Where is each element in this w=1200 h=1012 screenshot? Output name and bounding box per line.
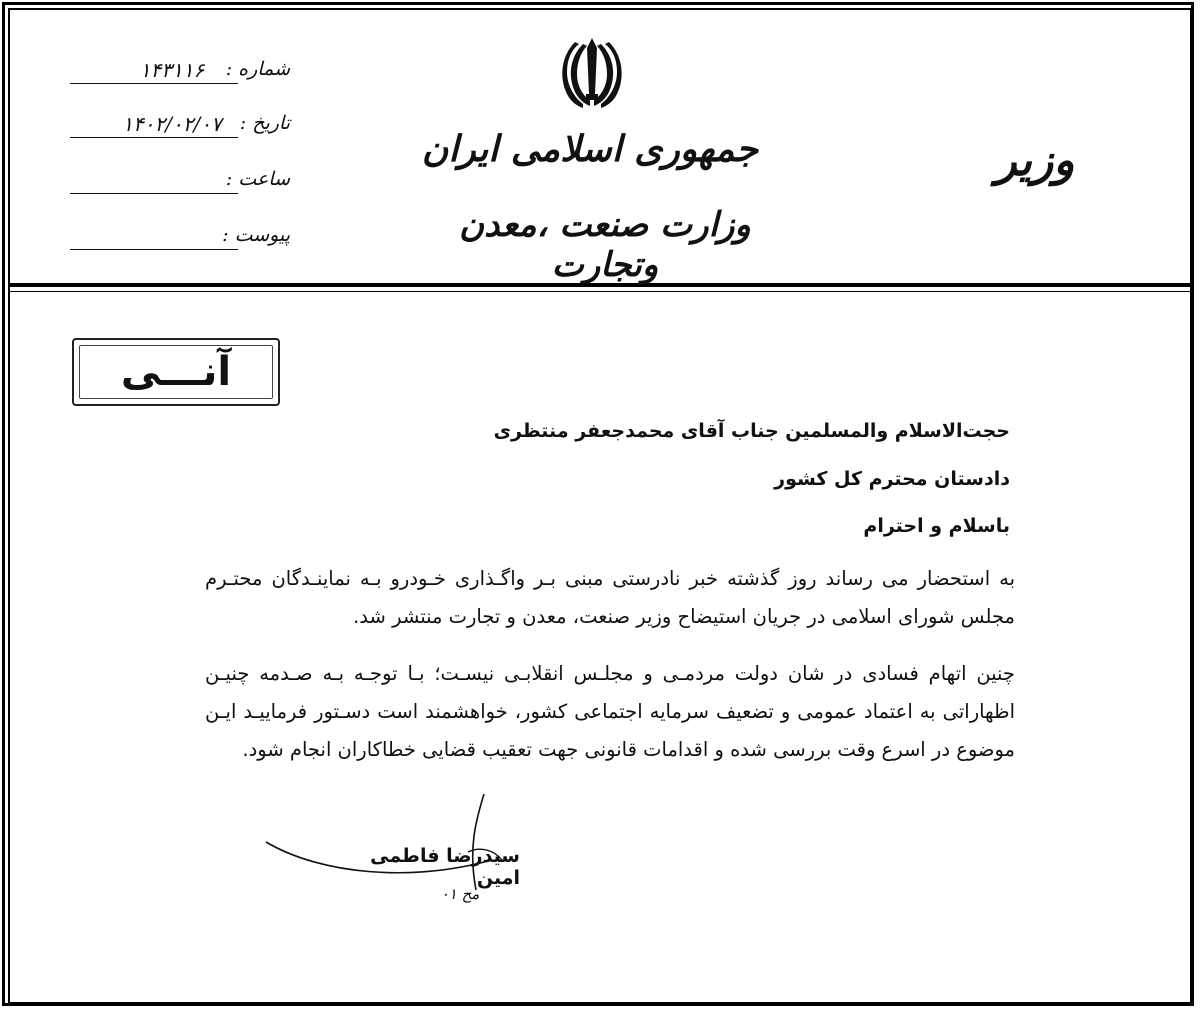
signatory-name: سیدرضا فاطمی امین xyxy=(370,845,520,889)
number-value: ۱۴۳۱۱۶ xyxy=(139,58,205,82)
iran-emblem-icon xyxy=(553,34,631,112)
greeting: باسلام و احترام xyxy=(863,515,1010,537)
ministry-title: وزارت صنعت ،معدن وتجارت xyxy=(459,205,751,285)
number-line xyxy=(70,83,238,84)
paragraph-1: به استحضار می رساند روز گذشته خبر نادرستی مبنی بـر واگـذاری خـودرو بـه نماینـدگان محتـرم مجلس شورای اسلامی در جریان استیضاح وزیر صنعت، معدن و تجارت منتشر شد. xyxy=(205,567,1015,628)
attachment-label: پیوست : xyxy=(222,224,290,246)
date-label: تاریخ : xyxy=(239,112,290,134)
time-line xyxy=(70,193,238,194)
addressee: حجت‌الاسلام والمسلمین جناب آقای محمدجعفر منتظری xyxy=(493,420,1010,442)
date-value: ۱۴۰۲/۰۲/۰۷ xyxy=(122,112,222,136)
date-field xyxy=(70,112,290,142)
republic-title: جمهوری اسلامی ایران xyxy=(421,128,759,170)
number-label: شماره : xyxy=(225,58,290,80)
time-field xyxy=(70,168,290,198)
signature-mark: مح ۰۱ xyxy=(440,885,480,903)
header-divider-thin xyxy=(8,291,1192,292)
paragraph-2: چنین اتهام فسادی در شان دولت مردمـی و مجلـس انقلابـی نیسـت؛ بـا توجـه بـه صـدمه چنیـن اظهاراتی به اعتماد عمومی و تضعیف سرمایه اجتماعی کشور، خواهشمند است دسـتور فرماییـد ایـن موضوع در اسرع وقت بررسی شده و اقدامات قانونی جهت تعقیب قضایی خطاکاران انجام شود. xyxy=(205,662,1015,761)
urgent-stamp xyxy=(72,338,280,406)
date-line xyxy=(70,137,238,138)
number-field xyxy=(70,58,290,88)
attachment-field xyxy=(70,224,290,254)
minister-title: وزیر xyxy=(995,135,1075,186)
attachment-line xyxy=(70,249,238,250)
urgent-stamp-text: آنـــی xyxy=(120,349,232,395)
time-label: ساعت : xyxy=(225,168,290,190)
addressee-title: دادستان محترم کل کشور xyxy=(774,468,1010,490)
